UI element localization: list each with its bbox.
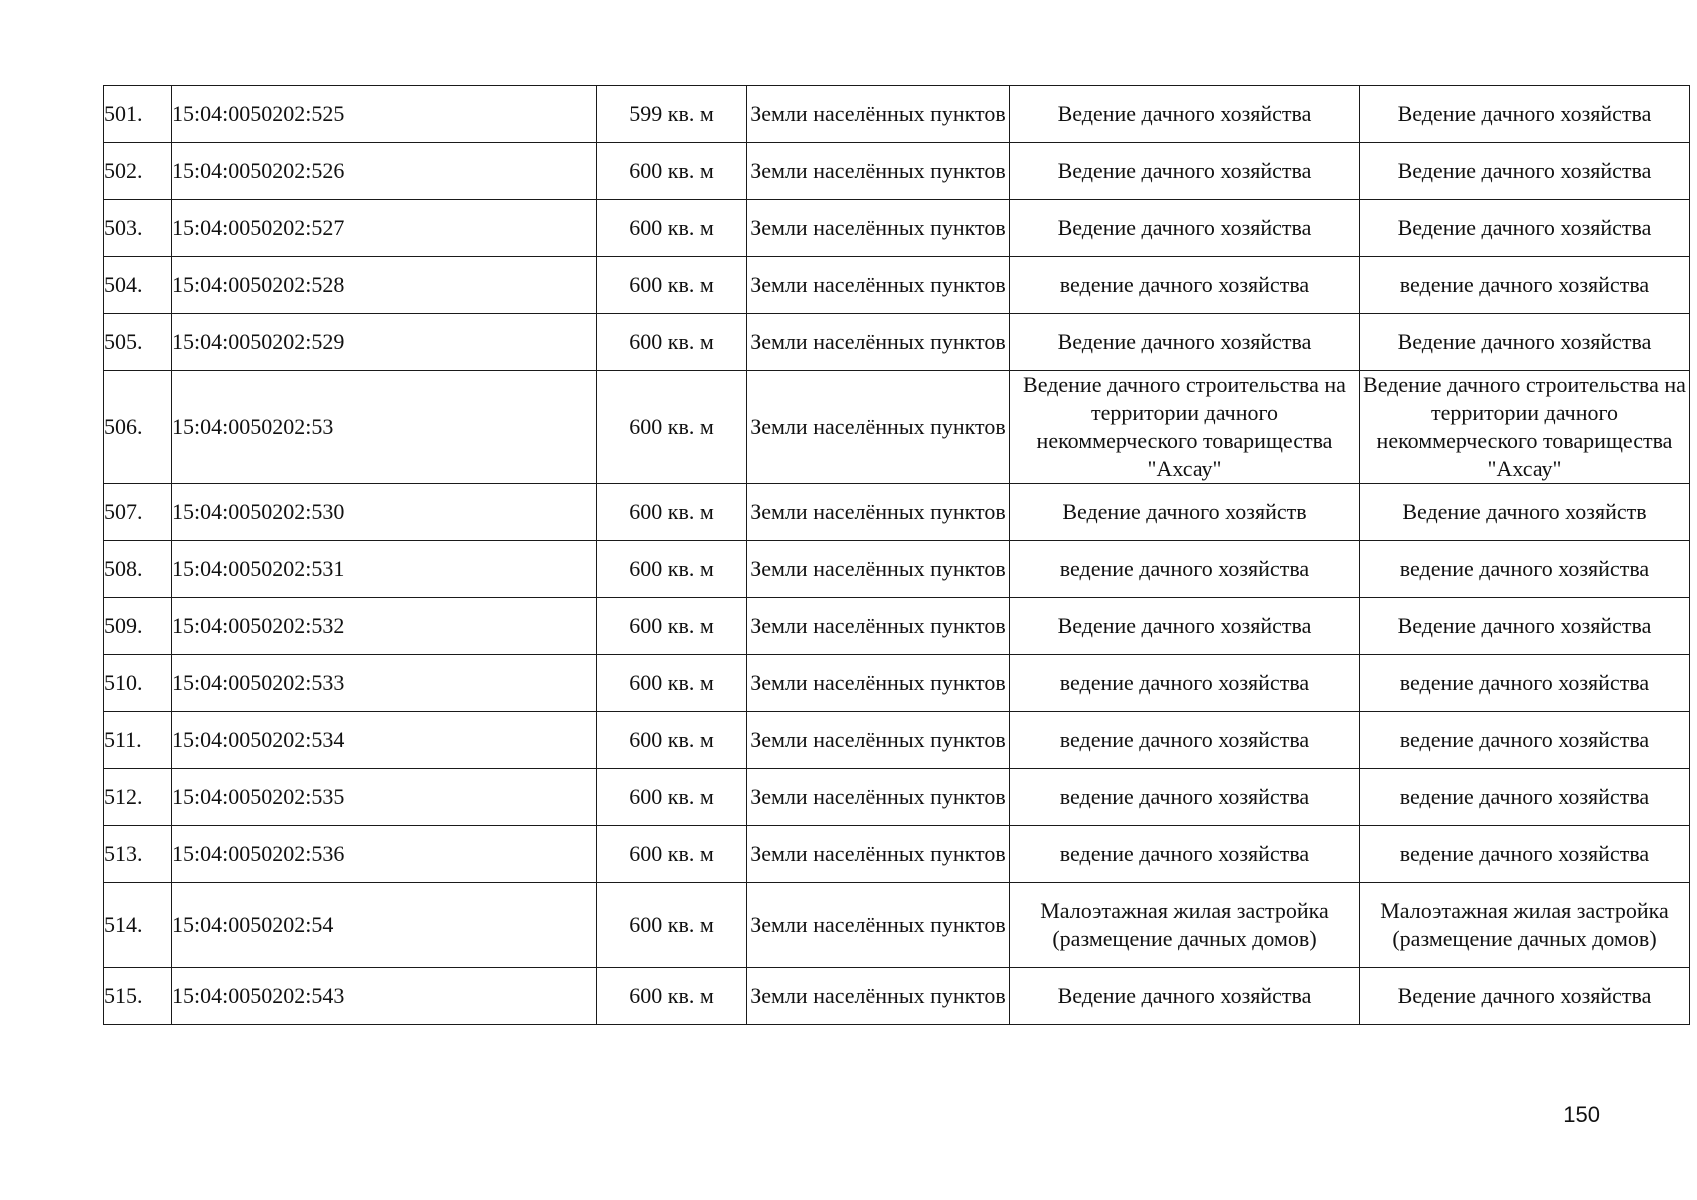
land-category: Земли населённых пунктов [747, 712, 1010, 769]
row-number: 506. [104, 371, 172, 484]
cadastral-number: 15:04:0050202:527 [172, 200, 597, 257]
land-category: Земли населённых пунктов [747, 655, 1010, 712]
table-row [104, 712, 1690, 769]
cadastral-number: 15:04:0050202:525 [172, 86, 597, 143]
permitted-use: Ведение дачного строительства на территории дачного некоммерческого товарищества "Ахсау" [1360, 371, 1690, 484]
row-number: 504. [104, 257, 172, 314]
land-use: Ведение дачного строительства на территории дачного некоммерческого товарищества "Ахсау" [1010, 371, 1360, 484]
permitted-use: Ведение дачного хозяйства [1360, 86, 1690, 143]
land-category: Земли населённых пунктов [747, 371, 1010, 484]
row-number: 503. [104, 200, 172, 257]
land-use: Ведение дачного хозяйства [1010, 86, 1360, 143]
row-number: 511. [104, 712, 172, 769]
table-row [104, 826, 1690, 883]
plot-area: 600 кв. м [597, 257, 747, 314]
plot-area: 600 кв. м [597, 826, 747, 883]
row-number: 510. [104, 655, 172, 712]
plot-area: 600 кв. м [597, 371, 747, 484]
permitted-use: ведение дачного хозяйства [1360, 826, 1690, 883]
row-number: 512. [104, 769, 172, 826]
row-number: 513. [104, 826, 172, 883]
cadastral-number: 15:04:0050202:53 [172, 371, 597, 484]
row-number: 515. [104, 968, 172, 1025]
plot-area: 600 кв. м [597, 484, 747, 541]
table-row [104, 968, 1690, 1025]
permitted-use: Ведение дачного хозяйств [1360, 484, 1690, 541]
row-number: 508. [104, 541, 172, 598]
cadastral-number: 15:04:0050202:54 [172, 883, 597, 968]
table-row [104, 769, 1690, 826]
plot-area: 600 кв. м [597, 200, 747, 257]
cadastral-number: 15:04:0050202:526 [172, 143, 597, 200]
cadastral-number: 15:04:0050202:532 [172, 598, 597, 655]
plot-area: 600 кв. м [597, 968, 747, 1025]
land-category: Земли населённых пунктов [747, 769, 1010, 826]
land-use: Ведение дачного хозяйства [1010, 314, 1360, 371]
permitted-use: ведение дачного хозяйства [1360, 541, 1690, 598]
plot-area: 600 кв. м [597, 598, 747, 655]
plot-area: 599 кв. м [597, 86, 747, 143]
land-use: ведение дачного хозяйства [1010, 257, 1360, 314]
permitted-use: Ведение дачного хозяйства [1360, 314, 1690, 371]
land-category: Земли населённых пунктов [747, 968, 1010, 1025]
table-body [104, 86, 1690, 1025]
table-row [104, 86, 1690, 143]
land-category: Земли населённых пунктов [747, 826, 1010, 883]
land-use: Ведение дачного хозяйства [1010, 598, 1360, 655]
plot-area: 600 кв. м [597, 712, 747, 769]
permitted-use: Ведение дачного хозяйства [1360, 598, 1690, 655]
land-category: Земли населённых пунктов [747, 257, 1010, 314]
land-use: ведение дачного хозяйства [1010, 541, 1360, 598]
permitted-use: ведение дачного хозяйства [1360, 257, 1690, 314]
plot-area: 600 кв. м [597, 655, 747, 712]
cadastral-number: 15:04:0050202:534 [172, 712, 597, 769]
cadastral-number: 15:04:0050202:528 [172, 257, 597, 314]
table-row [104, 143, 1690, 200]
row-number: 507. [104, 484, 172, 541]
land-use: Ведение дачного хозяйства [1010, 143, 1360, 200]
land-plots-table [103, 85, 1690, 1025]
land-category: Земли населённых пунктов [747, 598, 1010, 655]
land-use: ведение дачного хозяйства [1010, 826, 1360, 883]
table-row [104, 655, 1690, 712]
land-category: Земли населённых пунктов [747, 314, 1010, 371]
table-row [104, 314, 1690, 371]
permitted-use: Ведение дачного хозяйства [1360, 968, 1690, 1025]
plot-area: 600 кв. м [597, 541, 747, 598]
land-use: ведение дачного хозяйства [1010, 769, 1360, 826]
table-row [104, 883, 1690, 968]
permitted-use: Ведение дачного хозяйства [1360, 143, 1690, 200]
land-category: Земли населённых пунктов [747, 143, 1010, 200]
table-row [104, 484, 1690, 541]
cadastral-number: 15:04:0050202:529 [172, 314, 597, 371]
page-number: 150 [1563, 1102, 1600, 1127]
land-category: Земли населённых пунктов [747, 484, 1010, 541]
land-category: Земли населённых пунктов [747, 200, 1010, 257]
table-row [104, 541, 1690, 598]
cadastral-number: 15:04:0050202:530 [172, 484, 597, 541]
row-number: 514. [104, 883, 172, 968]
cadastral-number: 15:04:0050202:536 [172, 826, 597, 883]
row-number: 501. [104, 86, 172, 143]
table-row [104, 200, 1690, 257]
row-number: 509. [104, 598, 172, 655]
cadastral-number: 15:04:0050202:543 [172, 968, 597, 1025]
plot-area: 600 кв. м [597, 769, 747, 826]
cadastral-number: 15:04:0050202:531 [172, 541, 597, 598]
land-use: Малоэтажная жилая застройка (размещение дачных домов) [1010, 883, 1360, 968]
permitted-use: ведение дачного хозяйства [1360, 769, 1690, 826]
land-category: Земли населённых пунктов [747, 883, 1010, 968]
land-use: Ведение дачного хозяйства [1010, 200, 1360, 257]
land-use: Ведение дачного хозяйств [1010, 484, 1360, 541]
table-row [104, 257, 1690, 314]
permitted-use: ведение дачного хозяйства [1360, 712, 1690, 769]
permitted-use: ведение дачного хозяйства [1360, 655, 1690, 712]
table-row [104, 598, 1690, 655]
cadastral-number: 15:04:0050202:533 [172, 655, 597, 712]
row-number: 505. [104, 314, 172, 371]
permitted-use: Ведение дачного хозяйства [1360, 200, 1690, 257]
land-use: ведение дачного хозяйства [1010, 655, 1360, 712]
land-use: ведение дачного хозяйства [1010, 712, 1360, 769]
land-category: Земли населённых пунктов [747, 86, 1010, 143]
land-category: Земли населённых пунктов [747, 541, 1010, 598]
permitted-use: Малоэтажная жилая застройка (размещение дачных домов) [1360, 883, 1690, 968]
row-number: 502. [104, 143, 172, 200]
plot-area: 600 кв. м [597, 143, 747, 200]
plot-area: 600 кв. м [597, 314, 747, 371]
land-use: Ведение дачного хозяйства [1010, 968, 1360, 1025]
table-row [104, 371, 1690, 484]
cadastral-number: 15:04:0050202:535 [172, 769, 597, 826]
plot-area: 600 кв. м [597, 883, 747, 968]
